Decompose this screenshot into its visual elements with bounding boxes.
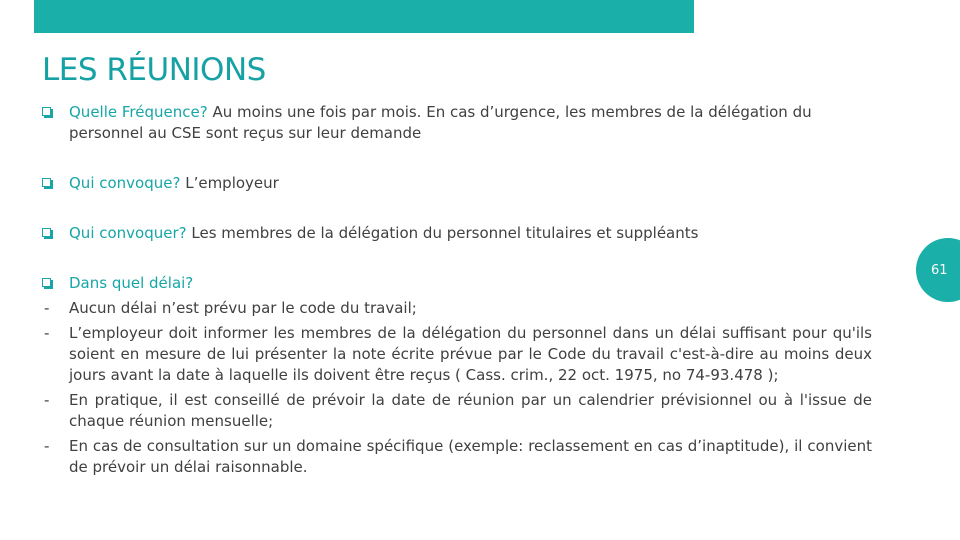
delay-details-list xyxy=(42,298,872,482)
list-item xyxy=(42,390,872,432)
checkbox-bullet-icon xyxy=(42,278,51,287)
list-item xyxy=(42,436,872,478)
bullet-question: Dans quel délai? xyxy=(69,274,194,292)
checkbox-bullet-icon xyxy=(42,178,51,187)
list-item-text: En cas de consultation sur un domaine spécifique (exemple: reclassement en cas d’inaptitude), il convient de prévoir un délai raisonnable. xyxy=(69,437,872,476)
bullet-question: Quelle Fréquence? xyxy=(69,103,208,121)
list-item xyxy=(42,323,872,386)
dash-marker: - xyxy=(44,324,50,342)
page-number-badge xyxy=(916,238,960,302)
bullet-answer: Les membres de la délégation du personnel titulaires et suppléants xyxy=(186,224,699,242)
page-number: 61 xyxy=(931,262,948,278)
dash-marker: - xyxy=(44,391,50,409)
list-item-text: En pratique, il est conseillé de prévoir la date de réunion par un calendrier prévisionnel ou à l'issue de chaque réunion mensuelle; xyxy=(69,391,872,430)
checkbox-bullet-icon xyxy=(42,107,51,116)
bullet-text xyxy=(69,173,872,194)
bullet-question: Qui convoquer? xyxy=(69,224,187,242)
checkbox-bullet-icon xyxy=(42,228,51,237)
bullet-delay xyxy=(42,273,872,294)
list-item xyxy=(42,298,872,319)
bullet-who-to-convene xyxy=(42,223,872,244)
bullet-answer: Au moins une fois par mois. En cas d’urgence, les membres de la délégation du personnel au CSE sont reçus sur leur demande xyxy=(69,103,812,142)
bullet-text xyxy=(69,223,872,244)
list-item-text: L’employeur doit informer les membres de la délégation du personnel dans un délai suffisant pour qu'ils soient en mesure de lui présenter la note écrite prévue par le Code du travail c'est-à-dire au moins deux jours avant la date à laquelle ils doivent être reçus ( Cass. crim., 22 oct. 1975, no 74-93.478 ); xyxy=(69,324,872,384)
bullet-question: Qui convoque? xyxy=(69,174,181,192)
top-accent-bar xyxy=(34,0,694,33)
bullet-answer: L’employeur xyxy=(180,174,279,192)
bullet-who-convenes xyxy=(42,173,872,194)
bullet-text xyxy=(69,102,872,144)
page-title: LES RÉUNIONS xyxy=(42,52,266,88)
bullet-frequency xyxy=(42,102,872,144)
dash-marker: - xyxy=(44,299,50,317)
dash-marker: - xyxy=(44,437,50,455)
list-item-text: Aucun délai n’est prévu par le code du travail; xyxy=(69,299,417,317)
bullet-text xyxy=(69,273,872,294)
